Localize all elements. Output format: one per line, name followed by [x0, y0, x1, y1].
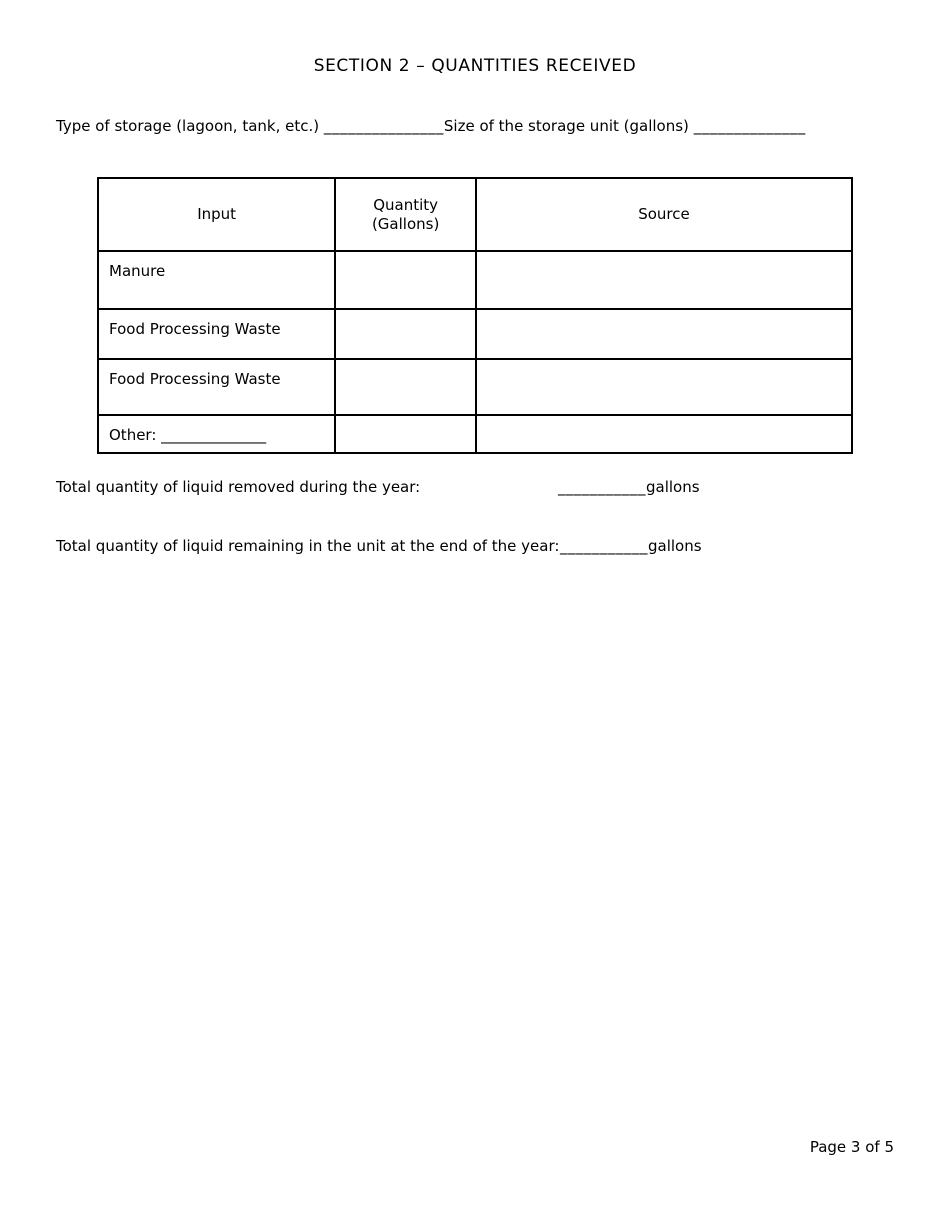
header-quantity-line1: Quantity	[373, 195, 439, 214]
row-input-label: Manure	[98, 251, 335, 309]
storage-line	[56, 117, 876, 135]
row-quantity-cell[interactable]	[335, 415, 476, 453]
row-quantity-cell[interactable]	[335, 251, 476, 309]
storage-type-label: Type of storage (lagoon, tank, etc.)	[56, 117, 320, 135]
quantities-table	[97, 177, 853, 454]
row-source-cell[interactable]	[476, 309, 852, 359]
table-row	[98, 251, 852, 309]
header-source: Source	[476, 178, 852, 251]
row-source-cell[interactable]	[476, 359, 852, 415]
total-remaining-value	[560, 537, 702, 555]
row-input-label: Food Processing Waste	[98, 359, 335, 415]
total-remaining-field[interactable]: ___________	[560, 537, 648, 555]
page-number: Page 3 of 5	[809, 1138, 894, 1156]
row-input-label: Food Processing Waste	[98, 309, 335, 359]
table-header-row	[98, 178, 852, 251]
table-row	[98, 415, 852, 453]
storage-type-field[interactable]: _______________	[323, 117, 444, 135]
total-removed-unit: gallons	[646, 478, 700, 496]
table-row	[98, 309, 852, 359]
section-title: SECTION 2 – QUANTITIES RECEIVED	[313, 56, 637, 76]
total-remaining-unit: gallons	[648, 537, 702, 555]
header-quantity	[335, 178, 476, 251]
header-quantity-line2: (Gallons)	[371, 214, 440, 233]
total-removed-label: Total quantity of liquid removed during the year:	[56, 478, 421, 496]
table-row	[98, 359, 852, 415]
total-removed-value	[558, 478, 700, 496]
total-remaining-label: Total quantity of liquid remaining in the unit at the end of the year:	[56, 537, 560, 555]
total-removed-field[interactable]: ___________	[558, 478, 646, 496]
storage-size-field[interactable]: ______________	[693, 117, 806, 135]
row-source-cell[interactable]	[476, 251, 852, 309]
row-quantity-cell[interactable]	[335, 359, 476, 415]
storage-size-label: Size of the storage unit (gallons)	[443, 117, 689, 135]
row-quantity-cell[interactable]	[335, 309, 476, 359]
header-input: Input	[98, 178, 335, 251]
row-source-cell[interactable]	[476, 415, 852, 453]
row-input-label[interactable]: Other: ______________	[98, 415, 335, 453]
